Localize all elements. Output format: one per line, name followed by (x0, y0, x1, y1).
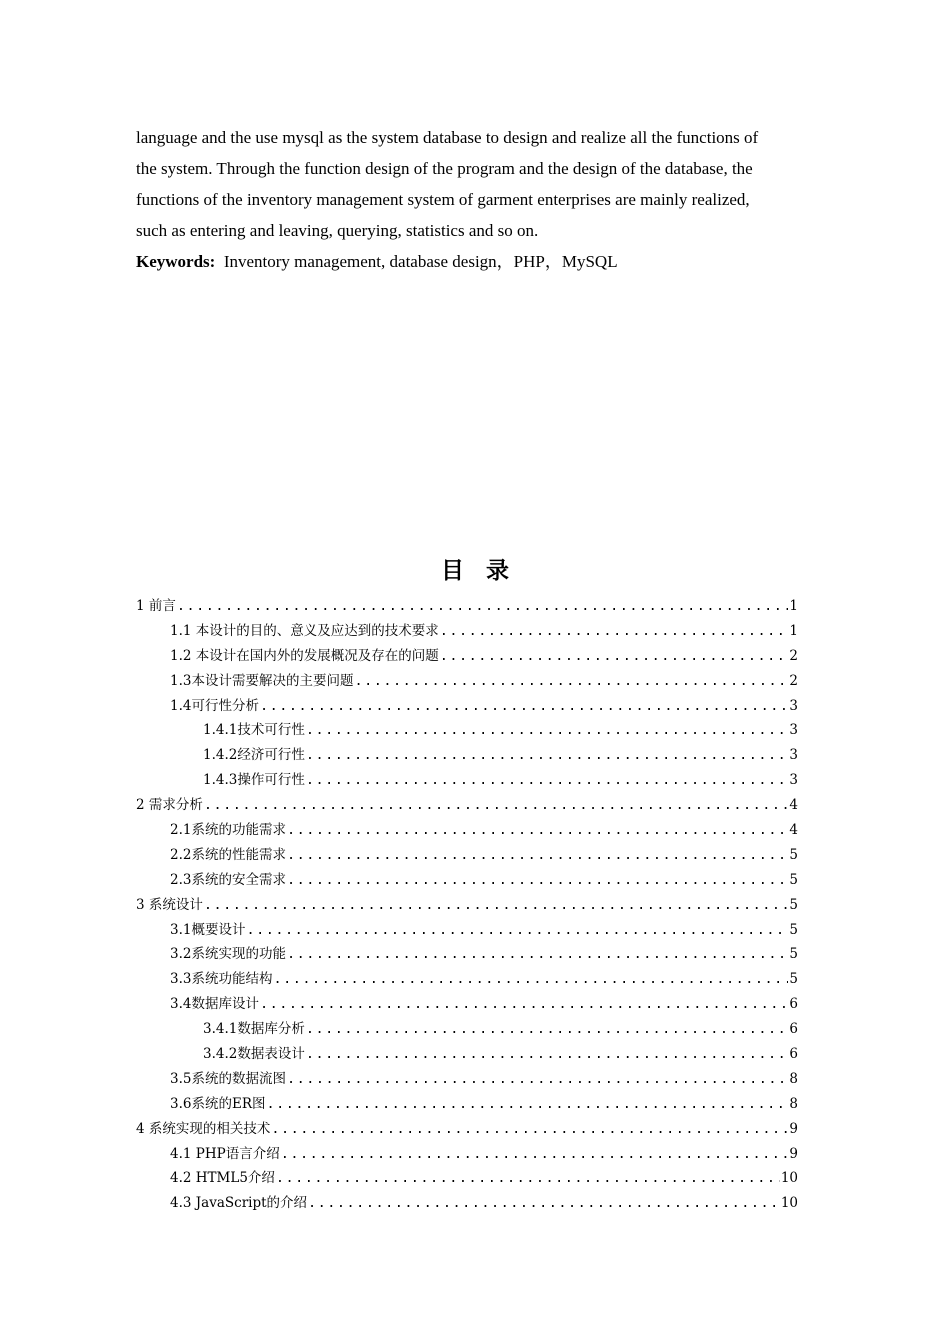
toc-dot-leader (260, 992, 788, 1017)
toc-entry-label: 3.4.1数据库分析 (203, 1021, 305, 1038)
toc-entry[interactable] (136, 967, 798, 992)
toc-entry[interactable] (136, 694, 798, 719)
toc-entry-label: 1.4.3操作可行性 (203, 772, 305, 789)
toc-entry-label: 1.3本设计需要解决的主要问题 (170, 672, 354, 689)
toc-entry-page: 1 (789, 622, 798, 639)
toc-entry[interactable] (136, 1042, 798, 1067)
toc-dot-leader (177, 594, 789, 619)
toc-dot-leader (204, 793, 789, 818)
toc-entry-label: 3.3系统功能结构 (170, 971, 273, 988)
toc-dot-leader (260, 694, 788, 719)
toc-entry-label: 3.2系统实现的功能 (170, 946, 286, 963)
toc-entry-page: 6 (789, 1021, 798, 1038)
toc-dot-leader (440, 644, 789, 669)
toc-dot-leader (306, 718, 789, 743)
toc-entry-page: 10 (780, 1195, 798, 1212)
toc-dot-leader (354, 669, 788, 694)
toc-entry[interactable] (136, 942, 798, 967)
toc-entry-label: 3.4.2数据表设计 (203, 1046, 305, 1063)
toc-entry-label: 4.2 HTML5介绍 (170, 1170, 275, 1187)
toc-entry[interactable] (136, 818, 798, 843)
toc-entry-label: 1.4.2经济可行性 (203, 747, 305, 764)
toc-dot-leader (276, 1166, 780, 1191)
toc-entry-page: 3 (789, 747, 798, 764)
toc-dot-leader (287, 818, 788, 843)
toc-dot-leader (306, 743, 789, 768)
toc-entry-label: 1.4可行性分析 (170, 697, 259, 714)
toc-entry-label: 2.1系统的功能需求 (170, 822, 286, 839)
toc-dot-leader (308, 1191, 780, 1216)
toc-entry[interactable] (136, 594, 798, 619)
toc-entry[interactable] (136, 1092, 798, 1117)
toc-entry[interactable] (136, 669, 798, 694)
toc-entry[interactable] (136, 768, 798, 793)
toc-entry-page: 5 (789, 971, 798, 988)
toc-entry-label: 3 系统设计 (136, 896, 203, 913)
keywords-line (136, 246, 848, 277)
toc-dot-leader (271, 1117, 788, 1142)
toc-dot-leader (246, 918, 788, 943)
toc-entry-page: 5 (789, 946, 798, 963)
abstract-line: functions of the inventory management system of garment enterprises are mainly realized, (136, 190, 750, 209)
toc-entry-label: 4.1 PHP语言介绍 (170, 1145, 280, 1162)
toc-dot-leader (273, 967, 788, 992)
toc-entry-page: 8 (789, 1095, 798, 1112)
toc-entry[interactable] (136, 1166, 798, 1191)
toc-entry[interactable] (136, 1117, 798, 1142)
toc-entry-page: 5 (789, 896, 798, 913)
toc-entry-label: 1.2 本设计在国内外的发展概况及存在的问题 (170, 647, 439, 664)
toc-entry-label: 3.6系统的ER图 (170, 1095, 266, 1112)
toc-entry-label: 1 前言 (136, 598, 176, 614)
toc-entry[interactable] (136, 1067, 798, 1092)
toc-entry[interactable] (136, 1017, 798, 1042)
toc-dot-leader (267, 1092, 789, 1117)
keywords-label: Keywords: (136, 252, 216, 271)
toc-entry-page: 3 (789, 722, 798, 739)
toc-entry[interactable] (136, 793, 798, 818)
abstract-line: language and the use mysql as the system database to design and realize all the functions of (136, 128, 759, 147)
toc-entry[interactable] (136, 918, 798, 943)
toc-entry-label: 3.4数据库设计 (170, 996, 259, 1013)
toc-entry-page: 9 (789, 1120, 798, 1137)
toc-entry-label: 2.3系统的安全需求 (170, 871, 286, 888)
abstract-section (136, 122, 848, 277)
toc-entry[interactable] (136, 893, 798, 918)
toc-dot-leader (306, 768, 789, 793)
toc-dot-leader (306, 1042, 789, 1067)
toc-entry-page: 8 (789, 1070, 798, 1087)
toc-dot-leader (281, 1142, 789, 1167)
toc-entry-page: 5 (789, 871, 798, 888)
toc-entry-label: 4 系统实现的相关技术 (136, 1120, 271, 1137)
toc-entry[interactable] (136, 718, 798, 743)
toc-entry-page: 9 (789, 1145, 798, 1162)
keywords-value: Inventory management, database design，PHP，MySQL (223, 252, 618, 271)
toc-dot-leader (287, 868, 788, 893)
toc-dot-leader (287, 942, 788, 967)
table-of-contents (136, 594, 798, 1216)
toc-entry-label: 3.1概要设计 (170, 921, 246, 938)
toc-entry-page: 6 (789, 1046, 798, 1063)
abstract-line: the system. Through the function design of the program and the design of the database, the (136, 159, 753, 178)
toc-entry[interactable] (136, 644, 798, 669)
toc-entry[interactable] (136, 843, 798, 868)
toc-entry-page: 3 (789, 772, 798, 789)
toc-entry[interactable] (136, 1191, 798, 1216)
toc-entry-page: 6 (789, 996, 798, 1013)
toc-entry-page: 5 (789, 846, 798, 863)
toc-entry[interactable] (136, 743, 798, 768)
toc-dot-leader (306, 1017, 789, 1042)
toc-dot-leader (440, 619, 789, 644)
toc-entry-page: 5 (789, 921, 798, 938)
toc-entry[interactable] (136, 619, 798, 644)
toc-entry-label: 1.4.1技术可行性 (203, 722, 305, 739)
toc-dot-leader (204, 893, 789, 918)
toc-entry[interactable] (136, 1142, 798, 1167)
abstract-line: such as entering and leaving, querying, statistics and so on. (136, 221, 539, 240)
toc-entry-page: 4 (789, 797, 798, 814)
toc-entry-label: 4.3 JavaScript的介绍 (170, 1195, 308, 1212)
toc-title: 目录 (441, 558, 531, 584)
toc-entry-page: 1 (789, 598, 798, 614)
toc-entry-page: 2 (789, 647, 798, 664)
toc-entry-label: 1.1 本设计的目的、意义及应达到的技术要求 (170, 622, 439, 639)
toc-entry-page: 3 (789, 697, 798, 714)
toc-entry-page: 2 (789, 672, 798, 689)
toc-dot-leader (287, 1067, 788, 1092)
toc-entry[interactable] (136, 868, 798, 893)
toc-entry-label: 2 需求分析 (136, 797, 203, 814)
toc-entry-page: 10 (780, 1170, 798, 1187)
toc-entry-page: 4 (789, 822, 798, 839)
toc-entry-label: 3.5系统的数据流图 (170, 1070, 286, 1087)
toc-dot-leader (287, 843, 788, 868)
toc-entry-label: 2.2系统的性能需求 (170, 846, 286, 863)
toc-entry[interactable] (136, 992, 798, 1017)
